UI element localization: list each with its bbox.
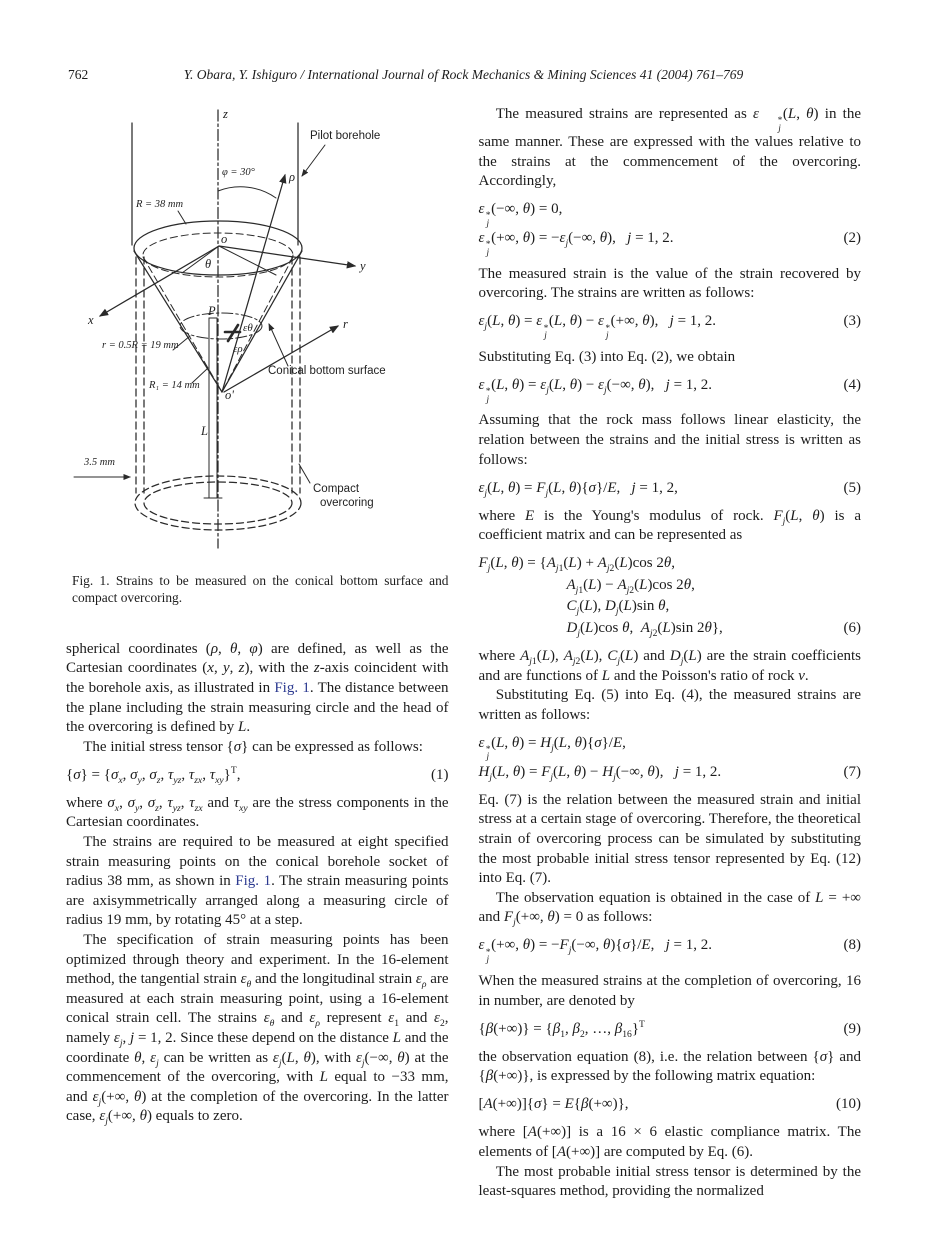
label-y: y [360, 259, 366, 273]
label-r: r [343, 317, 348, 331]
paragraph: Assuming that the rock mass follows linear elasticity, the relation between the strains and the initial stress is written as follows: [478, 412, 861, 468]
compact-leader [299, 464, 310, 483]
equation-line [479, 733, 862, 762]
page-number: 762 [68, 67, 89, 82]
equation-line [479, 935, 862, 964]
equation [479, 935, 862, 964]
equation-body: ε * j (−∞, θ) = 0, [478, 201, 563, 229]
label-compact-line2: overcoring [320, 497, 374, 509]
equation-line [479, 228, 862, 257]
equation-body: ε * j (+∞, $\theta) = -F_j(-\infty$, θ){σ}/E, j = 1, 2. [478, 937, 712, 966]
equation-line [479, 311, 862, 340]
conical-surface-arrow [269, 324, 288, 366]
figure-1 [72, 105, 449, 607]
equation [479, 733, 862, 783]
paragraph: The specification of strain measuring points has been optimized through theory and experiment. In the 16-element method, the tangential strain $\varepsilon_\theta$ and the longitudinal strain $\varepsilon_\rho$ are measured at each strain measuring point, using a 16-element conical strain cell. The strains $\varepsilon_\theta$ and $\varepsilon_\rho$ represent $\varepsilon_1$ and $\varepsilon_2$, namely $\varepsilon_j$, j = 1, 2. Since these depend on the distance L and the coordinate θ, $\varepsilon_j$ can be written as $\varepsilon_j(L$, θ), with $\varepsilon_j(-\infty$, θ) at the commencement of the overcoring, with L equal to −33 mm, and $\varepsilon_j(+\infty$, θ) at the completion of the overcoring. In the latter case, $\varepsilon_j(+\infty$, θ) equals to zero. [66, 932, 449, 1128]
equation [479, 478, 862, 500]
left-column [66, 105, 449, 1202]
paragraph: Substituting Eq. (3) into Eq. (2), we obtain [478, 348, 736, 365]
fig1-link[interactable]: Fig. 1 [274, 679, 310, 696]
figure-1-caption: Fig. 1. Strains to be measured on the conical bottom surface and compact overcoring. [72, 572, 449, 606]
equation-body: $C_j(L)$, $D_j(L)\sin$ θ, [566, 598, 670, 618]
paragraph: spherical coordinates (ρ, θ, φ) are defined, as well as the Cartesian coordinates (x, y, z), with the z-axis coincident with the borehole axis, as illustrated in Fig. 1. The distance between the plane including the strain measuring circle and the head of the overcoring is defined by L. [66, 640, 449, 736]
two-column-body [0, 105, 927, 1202]
equation-body: $D_j(L)\cos$ θ, $A_{j2}(L)\sin$ 2θ}, [566, 619, 723, 639]
label-radius-R: R = 38 mm [136, 199, 184, 210]
right-column-text [479, 105, 862, 1202]
figure-1-diagram [72, 105, 447, 555]
paragraph: where [A(+∞)] is a 16 × 6 elastic compliance matrix. The elements of [A(+∞)] are computed by Eq. (6). [478, 1124, 861, 1160]
label-eps-rho: ερ [233, 343, 243, 355]
label-R1: R₁ = 14 mm [149, 380, 200, 391]
equation-number: (5) [843, 479, 861, 496]
label-wall-thickness: 3.5 mm [84, 457, 115, 468]
label-theta: θ [205, 257, 212, 271]
paragraph: Substituting Eq. (5) into Eq. (4), the measured strains are written as follows: [478, 687, 861, 723]
equation-line [479, 762, 862, 784]
equation [66, 765, 449, 787]
label-L: L [201, 424, 208, 438]
label-z: z [223, 107, 228, 121]
label-x: x [88, 313, 94, 327]
equation-body: $\{\sigma\} = \{\sigma_x$, $\sigma_y$, $\sigma_z$, $\tau_{yz}$, $\tau_{zx}$, $\tau_{xy}\}^T$, [66, 764, 241, 786]
paragraph: The measured strains are represented as ε * j (L, θ) in the same manner. These are expressed with the values relative to the strains at the commencement of the overcoring. Accordingly, [478, 106, 861, 190]
right-column [479, 105, 862, 1202]
equation-number: (9) [843, 1020, 861, 1037]
paragraph: The observation equation is obtained in the case of L = +∞ and $F_j(+\infty$, θ) = 0 as follows: [478, 889, 861, 929]
label-o-prime: o' [225, 388, 234, 402]
equation-number: (7) [843, 763, 861, 780]
x-axis-line [100, 246, 219, 316]
equation-body: $\varepsilon_j(L$, $\theta) = F_j(L$, θ){σ}/E, j = 1, 2, [478, 479, 678, 499]
label-phi: φ = 30° [222, 167, 255, 178]
paragraph: The measured strain is the value of the strain recovered by overcoring. The strains are written as follows: [478, 265, 861, 302]
equation-number: (6) [843, 619, 861, 636]
theta-radius-left [182, 246, 219, 273]
label-o: o [221, 232, 228, 246]
phi-arc [218, 187, 276, 198]
label-compact-line1: Compact [313, 483, 360, 495]
R1-leader [192, 368, 208, 383]
label-pilot-borehole: Pilot borehole [310, 130, 381, 142]
equation-body: $\{\beta(+\infty)\} = \{\beta_1$, $\beta_2$, …, $\beta_{16}\}^T$ [478, 1018, 645, 1040]
paragraph: the observation equation (8), i.e. the relation between {σ} and {β(+∞)}, is expressed by the following matrix equation: [478, 1048, 861, 1085]
label-eps-theta: εθ [243, 322, 253, 334]
equation-number: (4) [843, 377, 861, 393]
label-rho: ρ [289, 170, 295, 184]
equation-body: ε * j (+∞, $\theta) = -\varepsilon_j(-\infty$, θ), j = 1, 2. [478, 230, 674, 258]
equation-line [66, 765, 449, 787]
label-conical-surface: Conical bottom surface [268, 365, 386, 377]
equation-body: ε * j (L, $\theta) = \varepsilon_j(L$, $\theta) - \varepsilon_j(-\infty$, θ), j = 1, 2. [478, 377, 713, 405]
equation [479, 1019, 862, 1041]
paragraph: The strains are required to be measured at eight specified strain measuring points on the conical borehole socket of radius 38 mm, as shown in Fig. 1. The strain measuring points are axisymmetrically arranged along a measuring circle of radius 19 mm, by rotating 45° at a step. [66, 834, 449, 929]
paragraph: The initial stress tensor {σ} can be expressed as follows: [83, 738, 423, 755]
paragraph: The most probable initial stress tensor is determined by the least-squares method, providing the normalized [478, 1163, 861, 1200]
left-column-text [66, 640, 449, 1127]
equation-line [479, 1019, 862, 1041]
equation-number: (10) [836, 1096, 861, 1113]
pilot-borehole-arrow [302, 145, 325, 176]
equation [479, 199, 862, 257]
label-measuring-radius: r = 0.5R = 19 mm [102, 340, 179, 351]
equation [479, 375, 862, 404]
radius-R-leader [178, 211, 186, 224]
equation-body: [A(+∞)]{σ} = E{β(+∞)}, [478, 1096, 629, 1113]
equation-body: $\varepsilon_j(L$, θ) = ε * j (L, θ) − ε * j (+∞, θ), j = 1, 2. [478, 313, 717, 341]
equation-line [479, 553, 862, 575]
equation-number: (3) [843, 313, 861, 330]
equation-line [479, 618, 862, 640]
running-head: Y. Obara, Y. Ishiguro / International Journal of Rock Mechanics & Mining Sciences 41 (2004) 761–769 [183, 67, 744, 82]
label-P: P [208, 304, 216, 318]
equation-line [479, 1094, 862, 1116]
fig1-link[interactable]: Fig. 1 [235, 873, 272, 890]
equation-line [479, 199, 862, 228]
equation-body: $A_{j1}(L) - A_{j2}(L)\cos$ 2θ, [566, 576, 695, 596]
equation-line [479, 596, 862, 618]
paragraph: where E is the Young's modulus of rock. $F_j(L$, θ) is a coefficient matrix and can be represented as [478, 507, 862, 544]
equation-line [479, 478, 862, 500]
equation-body: $H_j(L$, $\theta) = F_j(L$, $\theta) - H_j(-\infty$, θ), j = 1, 2. [478, 763, 722, 783]
paragraph: When the measured strains at the completion of overcoring, 16 in number, are denoted by [478, 972, 861, 1009]
equation [479, 553, 862, 639]
running-header [0, 0, 927, 84]
equation-number: (8) [843, 937, 861, 954]
equation-line [479, 575, 862, 597]
equation-line [479, 375, 862, 404]
paragraph: where $\sigma_x$, $\sigma_y$, $\sigma_z$, $\tau_{yz}$, $\tau_{zx}$ and $\tau_{xy}$ are the stress components in the Cartesian coordinates. [66, 794, 449, 831]
equation-body: $F_j(L$, $\theta) = \{A_{j1}(L) + A_{j2}(L)\cos$ 2θ, [478, 555, 676, 575]
equation-number: (1) [431, 766, 449, 783]
rho-axis-line [222, 175, 285, 392]
paragraph: where $A_{j1}(L)$, $A_{j2}(L)$, $C_j(L)$ and $D_j(L)$ are the strain coefficients and are functions of L and the Poisson's ratio of rock v. [478, 647, 861, 684]
equation [479, 311, 862, 340]
equation-number: (2) [843, 230, 861, 247]
paragraph: Eq. (7) is the relation between the measured strain and initial stress at a certain stage of overcoring. Therefore, the theoretical strain of overcoring process can be simulated by substituting the most probable initial stress tensor represented by Eq. (12) into Eq. (7). [478, 791, 861, 887]
equation-body: ε * j (L, $\theta) = H_j(L$, θ){σ}/E, [478, 734, 626, 763]
equation [479, 1094, 862, 1116]
